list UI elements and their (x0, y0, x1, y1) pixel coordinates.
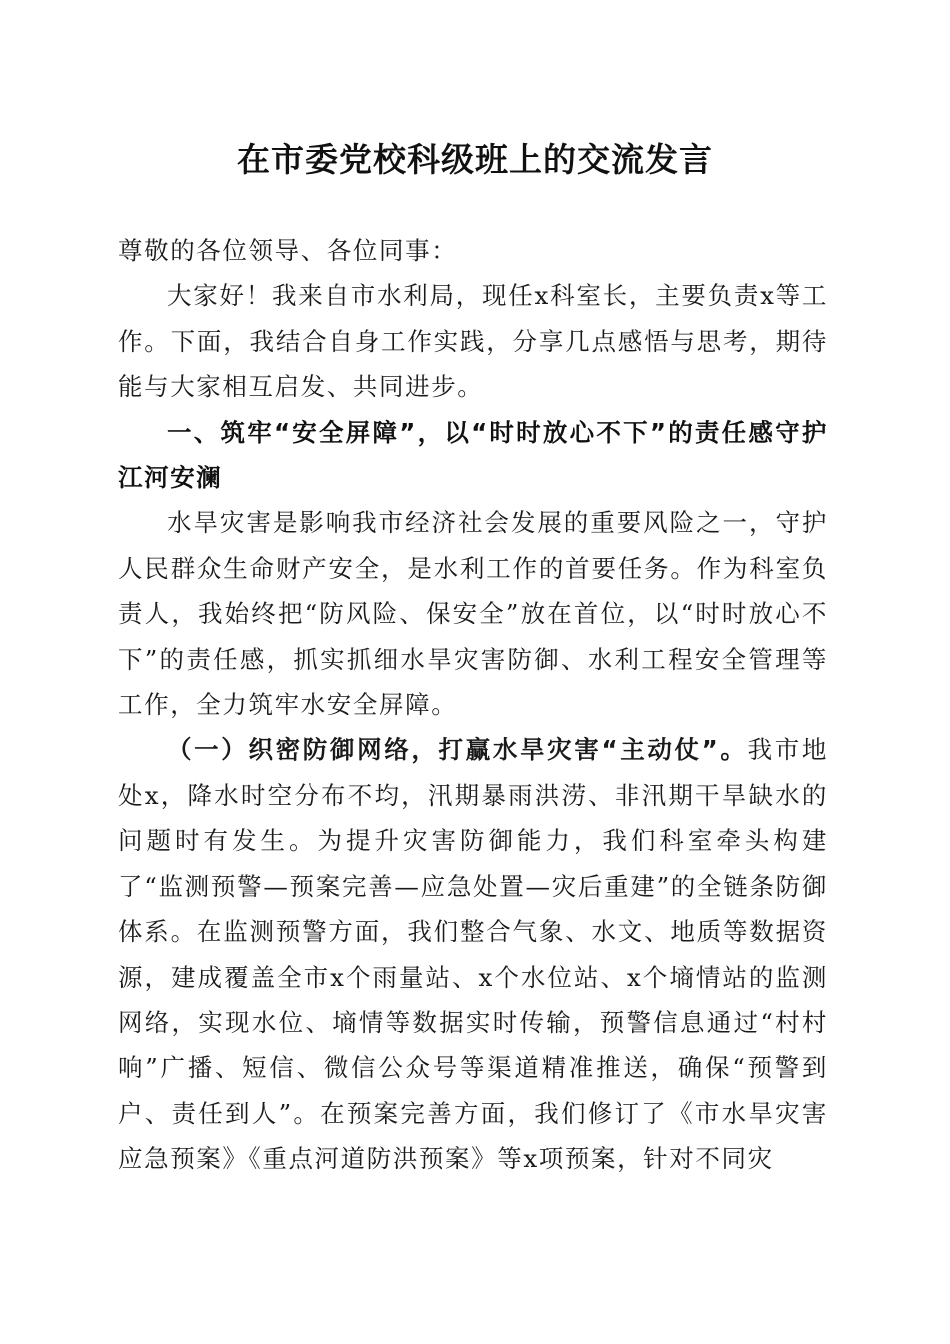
document-title: 在市委党校科级班上的交流发言 (237, 140, 713, 179)
document-body (118, 228, 828, 1182)
salutation: 尊敬的各位领导、各位同事： (118, 236, 458, 265)
section-1-paragraph: 水旱灾害是影响我市经济社会发展的重要风险之一，守护人民群众生命财产安全，是水利工作的首要任务。作为科室负责人，我始终把“防风险、保安全”放在首位，以“时时放心不下”的责任感，抓实抓细水旱灾害防御、水利工程安全管理等工作，全力筑牢水安全屏障。 (118, 508, 828, 720)
subsection-1-heading: （一）织密防御网络，打赢水旱灾害“主动仗”。 (167, 735, 748, 765)
subsection-1-paragraph (118, 727, 828, 1181)
subsection-1-text: 我市地处x，降水时空分布不均，汛期暴雨洪涝、非汛期干旱缺水的问题时有发生。为提升灾害防御能力，我们科室牵头构建了“监测预警—预案完善—应急处置—灾后重建”的全链条防御体系。在监测预警方面，我们整合气象、水文、地质等数据资源，建成覆盖全市x个雨量站、x个水位站、x个墒情站的监测网络，实现水位、墒情等数据实时传输，预警信息通过“村村响”广播、短信、微信公众号等渠道精准推送，确保“预警到户、责任到人”。在预案完善方面，我们修订了《市水旱灾害应急预案》《重点河道防洪预案》等x项预案，针对不同灾 (118, 735, 828, 1174)
intro-paragraph: 大家好！我来自市水利局，现任x科室长，主要负责x等工作。下面，我结合自身工作实践，分享几点感悟与思考，期待能与大家相互启发、共同进步。 (118, 281, 828, 402)
section-heading-1: 一、筑牢“安全屏障”，以“时时放心不下”的责任感守护江河安澜 (118, 417, 828, 493)
